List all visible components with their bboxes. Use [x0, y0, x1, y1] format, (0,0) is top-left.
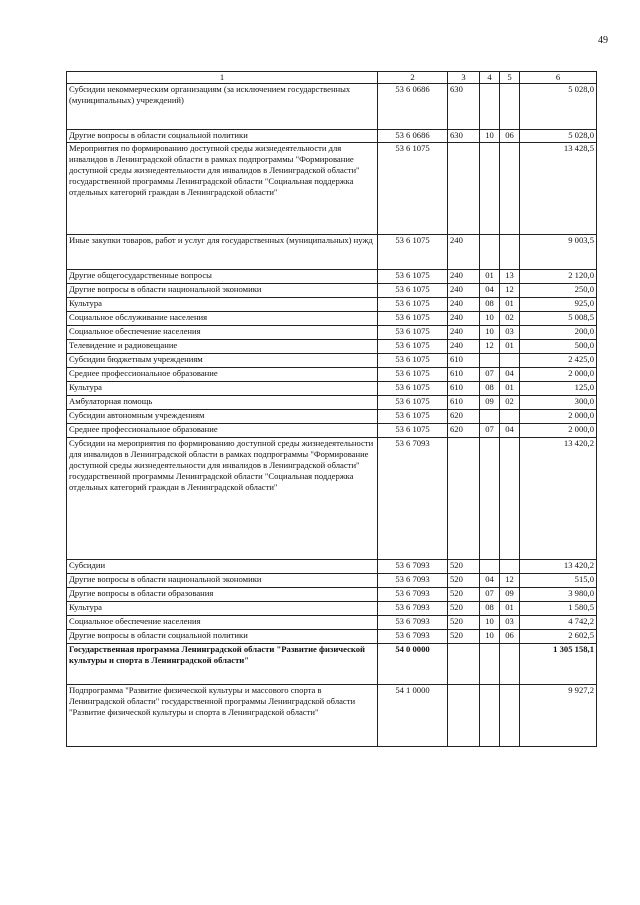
row-type-cell — [448, 643, 480, 684]
row-section-cell: 04 — [480, 573, 500, 587]
row-type-cell: 240 — [448, 234, 480, 269]
table-row — [67, 409, 597, 423]
row-name-cell: Амбулаторная помощь — [67, 395, 378, 409]
row-code-cell: 53 6 7093 — [378, 437, 448, 559]
row-section-cell — [480, 83, 500, 129]
row-type-cell: 610 — [448, 395, 480, 409]
row-subsection-cell: 12 — [500, 283, 520, 297]
row-subsection-cell: 01 — [500, 297, 520, 311]
header-cell: 4 — [480, 72, 500, 84]
row-section-cell — [480, 643, 500, 684]
row-amount-cell: 1 580,5 — [520, 601, 597, 615]
row-section-cell: 12 — [480, 339, 500, 353]
row-amount-cell: 5 028,0 — [520, 83, 597, 129]
row-code-cell: 54 1 0000 — [378, 684, 448, 746]
row-amount-cell: 2 000,0 — [520, 367, 597, 381]
row-subsection-cell — [500, 409, 520, 423]
budget-table — [66, 71, 597, 747]
row-section-cell — [480, 559, 500, 573]
row-amount-cell: 125,0 — [520, 381, 597, 395]
row-section-cell: 07 — [480, 423, 500, 437]
row-subsection-cell: 03 — [500, 325, 520, 339]
header-cell: 5 — [500, 72, 520, 84]
row-code-cell: 53 6 1075 — [378, 409, 448, 423]
row-type-cell: 240 — [448, 325, 480, 339]
row-section-cell — [480, 353, 500, 367]
row-code-cell: 53 6 1075 — [378, 381, 448, 395]
table-row — [67, 395, 597, 409]
row-code-cell: 53 6 1075 — [378, 423, 448, 437]
table-row — [67, 559, 597, 573]
row-type-cell: 520 — [448, 573, 480, 587]
row-name-cell: Субсидии некоммерческим организациям (за исключением государственных (муниципальных) учреждений) — [67, 83, 378, 129]
row-code-cell: 53 6 1075 — [378, 339, 448, 353]
row-type-cell: 610 — [448, 367, 480, 381]
row-code-cell: 53 6 1075 — [378, 297, 448, 311]
row-subsection-cell — [500, 142, 520, 234]
row-subsection-cell: 06 — [500, 629, 520, 643]
header-cell: 2 — [378, 72, 448, 84]
row-type-cell: 620 — [448, 423, 480, 437]
row-section-cell: 10 — [480, 311, 500, 325]
row-name-cell: Субсидии на мероприятия по формированию доступной среды жизнедеятельности для инвалидов в Ленинградской области в рамках подпрограммы "Формирование доступной среды жизнедеятельности для инвалидов в Ленинградской области" государственной программы Ленинградской области "Социальная поддержка отдельных категорий граждан в Ленинградской области" — [67, 437, 378, 559]
row-name-cell: Социальное обслуживание населения — [67, 311, 378, 325]
row-section-cell: 08 — [480, 381, 500, 395]
row-name-cell: Культура — [67, 297, 378, 311]
table-row — [67, 297, 597, 311]
row-code-cell: 53 6 7093 — [378, 587, 448, 601]
row-type-cell — [448, 684, 480, 746]
row-code-cell: 53 6 1075 — [378, 311, 448, 325]
table-row — [67, 573, 597, 587]
row-subsection-cell: 12 — [500, 573, 520, 587]
table-row — [67, 269, 597, 283]
row-code-cell: 53 6 1075 — [378, 234, 448, 269]
row-code-cell: 53 6 0686 — [378, 83, 448, 129]
row-subsection-cell: 01 — [500, 601, 520, 615]
row-code-cell: 54 0 0000 — [378, 643, 448, 684]
row-type-cell: 520 — [448, 587, 480, 601]
row-amount-cell: 500,0 — [520, 339, 597, 353]
table-row — [67, 684, 597, 746]
row-amount-cell: 300,0 — [520, 395, 597, 409]
row-amount-cell: 13 420,2 — [520, 437, 597, 559]
row-subsection-cell: 01 — [500, 381, 520, 395]
row-subsection-cell — [500, 643, 520, 684]
row-subsection-cell — [500, 684, 520, 746]
row-amount-cell: 4 742,2 — [520, 615, 597, 629]
row-name-cell: Социальное обеспечение населения — [67, 615, 378, 629]
row-name-cell: Социальное обеспечение населения — [67, 325, 378, 339]
row-amount-cell: 2 120,0 — [520, 269, 597, 283]
row-section-cell — [480, 409, 500, 423]
row-subsection-cell: 09 — [500, 587, 520, 601]
row-name-cell: Другие вопросы в области социальной политики — [67, 129, 378, 142]
row-code-cell: 53 6 1075 — [378, 325, 448, 339]
table-row — [67, 601, 597, 615]
row-section-cell: 10 — [480, 629, 500, 643]
row-type-cell: 520 — [448, 601, 480, 615]
row-name-cell: Другие вопросы в области образования — [67, 587, 378, 601]
row-amount-cell: 5 008,5 — [520, 311, 597, 325]
row-code-cell: 53 6 1075 — [378, 142, 448, 234]
row-subsection-cell: 04 — [500, 367, 520, 381]
row-section-cell: 07 — [480, 587, 500, 601]
row-section-cell: 10 — [480, 615, 500, 629]
row-type-cell — [448, 437, 480, 559]
row-section-cell: 10 — [480, 129, 500, 142]
table-row — [67, 283, 597, 297]
row-amount-cell: 13 420,2 — [520, 559, 597, 573]
row-subsection-cell — [500, 353, 520, 367]
row-subsection-cell: 02 — [500, 311, 520, 325]
row-name-cell: Мероприятия по формированию доступной среды жизнедеятельности для инвалидов в Ленинградской области в рамках подпрограммы "Формирование доступной среды жизнедеятельности для инвалидов в Ленинградской области" государственной программы Ленинградской области "Социальная поддержка отдельных категорий граждан в Ленинградской области" — [67, 142, 378, 234]
row-section-cell: 01 — [480, 269, 500, 283]
row-amount-cell: 250,0 — [520, 283, 597, 297]
row-code-cell: 53 6 1075 — [378, 283, 448, 297]
row-amount-cell: 200,0 — [520, 325, 597, 339]
row-type-cell: 520 — [448, 615, 480, 629]
row-code-cell: 53 6 7093 — [378, 559, 448, 573]
row-type-cell: 240 — [448, 269, 480, 283]
header-cell: 6 — [520, 72, 597, 84]
row-section-cell: 08 — [480, 601, 500, 615]
row-subsection-cell — [500, 83, 520, 129]
page-number: 49 — [598, 35, 608, 46]
row-type-cell: 240 — [448, 283, 480, 297]
row-subsection-cell: 04 — [500, 423, 520, 437]
row-section-cell: 09 — [480, 395, 500, 409]
row-amount-cell: 2 000,0 — [520, 423, 597, 437]
row-name-cell: Культура — [67, 601, 378, 615]
table-row — [67, 142, 597, 234]
table-row — [67, 587, 597, 601]
row-subsection-cell: 03 — [500, 615, 520, 629]
row-type-cell: 240 — [448, 311, 480, 325]
row-amount-cell: 1 305 158,1 — [520, 643, 597, 684]
row-amount-cell: 2 425,0 — [520, 353, 597, 367]
row-section-cell: 04 — [480, 283, 500, 297]
row-amount-cell: 515,0 — [520, 573, 597, 587]
table-row — [67, 234, 597, 269]
row-name-cell: Подпрограмма "Развитие физической культуры и массового спорта в Ленинградской области" государственной программы Ленинградской области "Развитие физической культуры и спорта в Ленинградской области" — [67, 684, 378, 746]
row-amount-cell: 5 028,0 — [520, 129, 597, 142]
header-cell: 3 — [448, 72, 480, 84]
row-amount-cell: 13 428,5 — [520, 142, 597, 234]
table-row — [67, 339, 597, 353]
row-subsection-cell — [500, 437, 520, 559]
row-name-cell: Субсидии бюджетным учреждениям — [67, 353, 378, 367]
row-name-cell: Среднее профессиональное образование — [67, 423, 378, 437]
table-row — [67, 311, 597, 325]
row-amount-cell: 9 927,2 — [520, 684, 597, 746]
row-code-cell: 53 6 0686 — [378, 129, 448, 142]
row-type-cell: 630 — [448, 83, 480, 129]
row-subsection-cell: 02 — [500, 395, 520, 409]
row-section-cell: 08 — [480, 297, 500, 311]
row-code-cell: 53 6 1075 — [378, 269, 448, 283]
row-code-cell: 53 6 1075 — [378, 367, 448, 381]
table-row — [67, 83, 597, 129]
row-code-cell: 53 6 1075 — [378, 395, 448, 409]
row-type-cell — [448, 142, 480, 234]
row-code-cell: 53 6 7093 — [378, 629, 448, 643]
row-name-cell: Другие вопросы в области социальной политики — [67, 629, 378, 643]
row-code-cell: 53 6 1075 — [378, 353, 448, 367]
row-section-cell — [480, 684, 500, 746]
row-name-cell: Другие вопросы в области национальной экономики — [67, 283, 378, 297]
row-subsection-cell: 06 — [500, 129, 520, 142]
table-row — [67, 381, 597, 395]
table-row — [67, 629, 597, 643]
row-type-cell: 610 — [448, 381, 480, 395]
row-type-cell: 520 — [448, 629, 480, 643]
row-subsection-cell — [500, 559, 520, 573]
header-cell: 1 — [67, 72, 378, 84]
row-type-cell: 620 — [448, 409, 480, 423]
row-name-cell: Субсидии — [67, 559, 378, 573]
row-name-cell: Субсидии автономным учреждениям — [67, 409, 378, 423]
row-type-cell: 240 — [448, 297, 480, 311]
row-type-cell: 520 — [448, 559, 480, 573]
table-row — [67, 437, 597, 559]
row-section-cell — [480, 142, 500, 234]
table-row — [67, 643, 597, 684]
row-code-cell: 53 6 7093 — [378, 615, 448, 629]
table-row — [67, 353, 597, 367]
row-name-cell: Среднее профессиональное образование — [67, 367, 378, 381]
row-section-cell — [480, 234, 500, 269]
row-name-cell: Другие вопросы в области национальной экономики — [67, 573, 378, 587]
row-type-cell: 240 — [448, 339, 480, 353]
row-amount-cell: 2 000,0 — [520, 409, 597, 423]
row-code-cell: 53 6 7093 — [378, 601, 448, 615]
row-section-cell — [480, 437, 500, 559]
table-row — [67, 367, 597, 381]
row-amount-cell: 925,0 — [520, 297, 597, 311]
row-type-cell: 610 — [448, 353, 480, 367]
row-name-cell: Другие общегосударственные вопросы — [67, 269, 378, 283]
table-header-row — [67, 72, 597, 84]
row-subsection-cell: 13 — [500, 269, 520, 283]
row-name-cell: Государственная программа Ленинградской области "Развитие физической культуры и спорта в Ленинградской области" — [67, 643, 378, 684]
row-type-cell: 630 — [448, 129, 480, 142]
row-subsection-cell — [500, 234, 520, 269]
row-code-cell: 53 6 7093 — [378, 573, 448, 587]
row-amount-cell: 3 980,0 — [520, 587, 597, 601]
row-section-cell: 10 — [480, 325, 500, 339]
row-name-cell: Телевидение и радиовещание — [67, 339, 378, 353]
table-row — [67, 325, 597, 339]
row-subsection-cell: 01 — [500, 339, 520, 353]
table-row — [67, 423, 597, 437]
table-row — [67, 129, 597, 142]
row-amount-cell: 2 602,5 — [520, 629, 597, 643]
table-row — [67, 615, 597, 629]
row-amount-cell: 9 003,5 — [520, 234, 597, 269]
row-name-cell: Иные закупки товаров, работ и услуг для государственных (муниципальных) нужд — [67, 234, 378, 269]
row-name-cell: Культура — [67, 381, 378, 395]
row-section-cell: 07 — [480, 367, 500, 381]
